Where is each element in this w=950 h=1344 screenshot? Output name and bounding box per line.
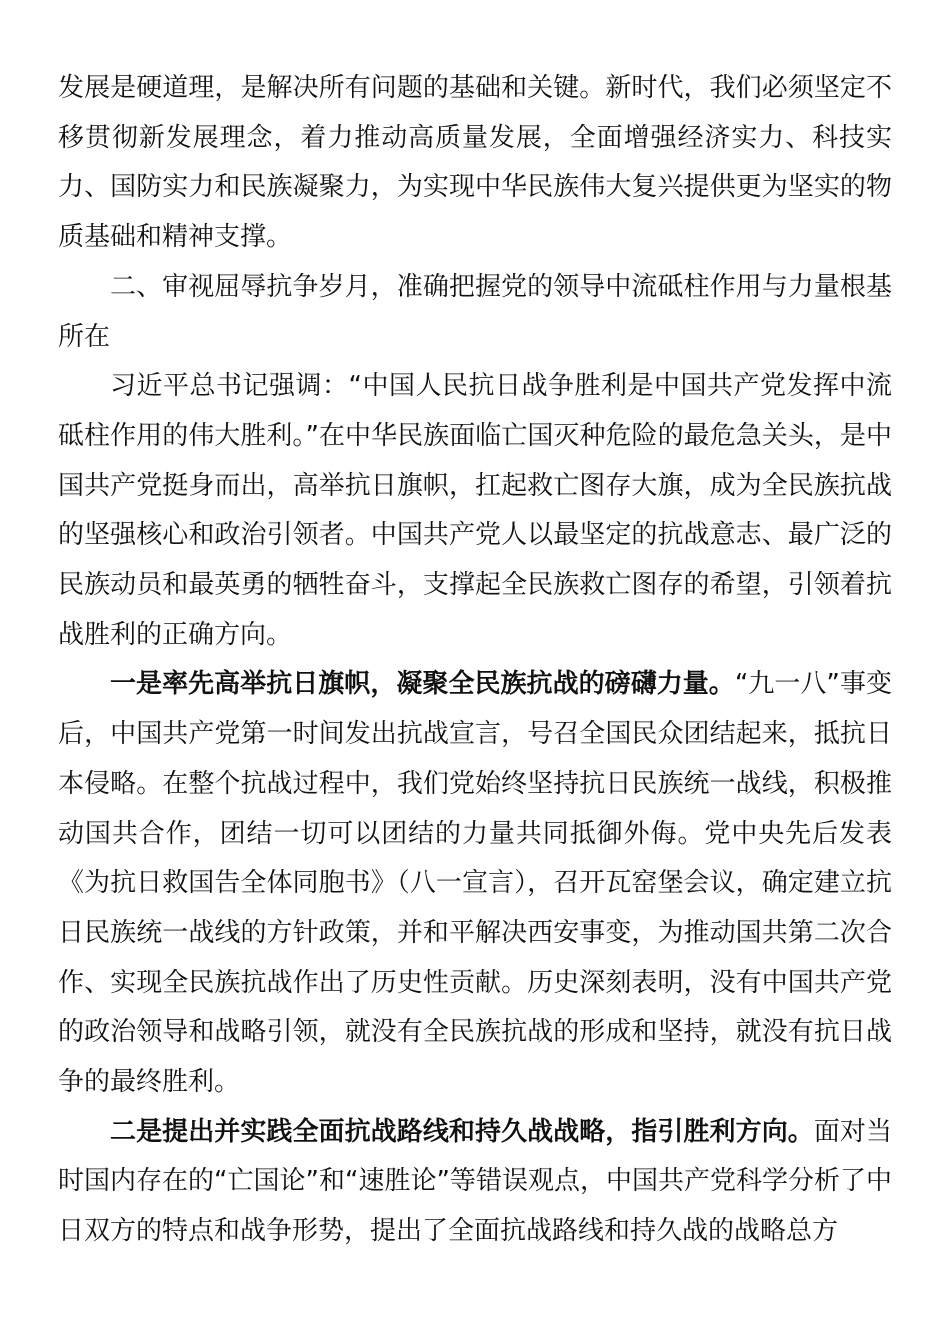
paragraph-text: 习近平总书记强调：“中国人民抗日战争胜利是中国共产党发挥中流砥柱作用的伟大胜利。”在中华民族面临亡国灭种危险的最危急关头，是中国共产党挺身而出，高举抗日旗帜，扛起救亡图存大旗，成为全民族抗战的坚强核心和政治引领者。中国共产党人以最坚定的抗战意志、最广泛的民族动员和最英勇的牺牲奋斗，支撑起全民族救亡图存的希望，引领着抗战胜利的正确方向。 (58, 371, 892, 650)
paragraph-text: 面对当时国内存在的“亡国论”和“速胜论”等错误观点，中国共产党科学分析了中日双方的特点和战争形势，提出了全面抗战路线和持久战的战略总方 (58, 1116, 892, 1247)
document-page (58, 64, 892, 1257)
paragraph (58, 362, 892, 660)
section-heading-text: 二、审视屈辱抗争岁月，准确把握党的领导中流砥柱作用与力量根基所在 (58, 271, 892, 352)
paragraph-text: “九一八”事变后，中国共产党第一时间发出抗战宣言，号召全国民众团结起来，抵抗日本侵略。在整个抗战过程中，我们党始终坚持抗日民族统一战线，积极推动国共合作，团结一切可以团结的力量共同抵御外侮。党中央先后发表《为抗日救国告全体同胞书》（八一宣言），召开瓦窑堡会议，确定建立抗日民族统一战线的方针政策，并和平解决西安事变，为推动国共第二次合作、实现全民族抗战作出了历史性贡献。历史深刻表明，没有中国共产党的政治领导和战略引领，就没有全民族抗战的形成和坚持，就没有抗日战争的最终胜利。 (58, 669, 892, 1098)
paragraph-lead-bold: 一是率先高举抗日旗帜，凝聚全民族抗战的磅礴力量。 (110, 669, 735, 700)
paragraph-continuation (58, 64, 892, 263)
paragraph (58, 660, 892, 1107)
section-heading (58, 263, 892, 362)
paragraph-lead-bold: 二是提出并实践全面抗战路线和持久战战略，指引胜利方向。 (110, 1116, 814, 1147)
paragraph (58, 1108, 892, 1257)
paragraph-text: 发展是硬道理，是解决所有问题的基础和关键。新时代，我们必须坚定不移贯彻新发展理念，着力推动高质量发展，全面增强经济实力、科技实力、国防实力和民族凝聚力，为实现中华民族伟大复兴提供更为坚实的物质基础和精神支撑。 (58, 73, 892, 253)
